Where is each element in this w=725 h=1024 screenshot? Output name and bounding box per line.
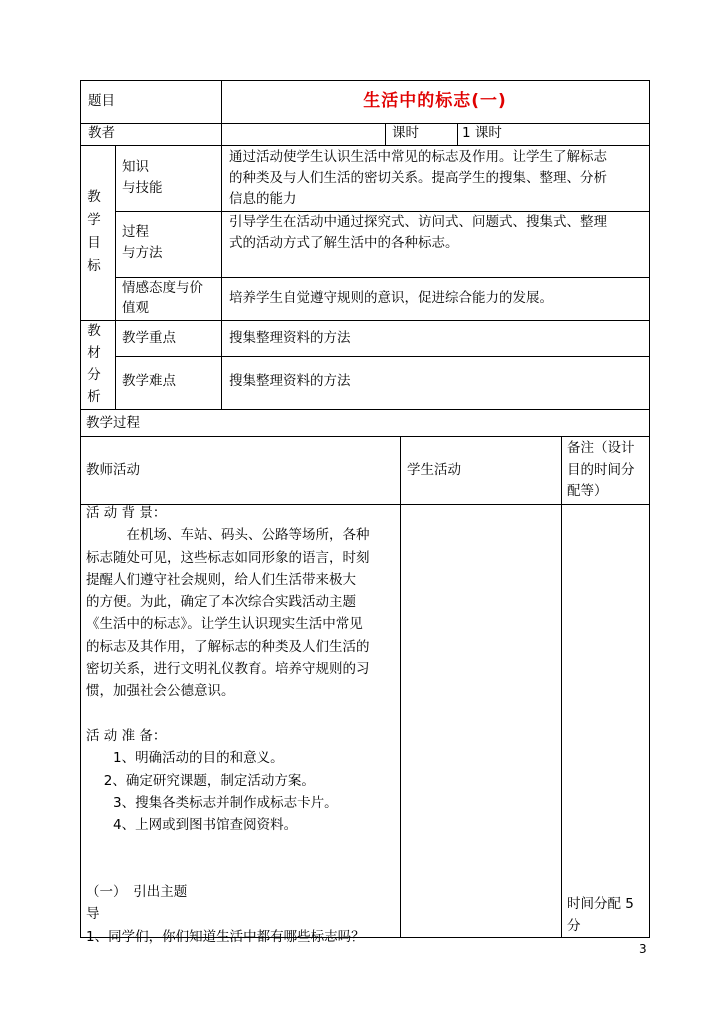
- row-line: [80, 409, 650, 410]
- text-line: 时间分配 5: [567, 896, 634, 912]
- col-line: [561, 436, 562, 938]
- note-header-line: 配等）: [567, 483, 608, 499]
- label-line: 值观: [122, 300, 149, 316]
- analysis-group-char: 分: [87, 367, 101, 383]
- row-line: [80, 320, 650, 321]
- col-line: [385, 123, 386, 145]
- row-line: [115, 356, 650, 357]
- lesson-label: 课时: [392, 125, 419, 141]
- objectives-group-char: 学: [87, 212, 101, 228]
- col-line: [221, 145, 222, 409]
- text-line: 惯，加强社会公德意识。: [86, 683, 235, 700]
- col-line: [115, 145, 116, 409]
- objective-content-process: [229, 212, 607, 254]
- text-line: 2、确定研究课题，制定活动方案。: [86, 772, 315, 789]
- content-line: 通过活动使学生认识生活中常见的标志及作用。让学生了解标志: [229, 149, 607, 165]
- text-line: 标志随处可见，这些标志如同形象的语言，时刻: [86, 549, 370, 566]
- objective-label-process: [122, 222, 163, 264]
- label-line: 与方法: [122, 245, 163, 261]
- text-line: 活 动 准 备：: [86, 727, 167, 744]
- teacher-label: 教者: [88, 125, 115, 141]
- content-line: 培养学生自觉遵守规则的意识，促进综合能力的发展。: [229, 290, 553, 306]
- page-title: 生活中的标志(一): [363, 91, 507, 111]
- col-student-header: 学生活动: [407, 462, 461, 478]
- objective-content-knowledge: [229, 147, 607, 210]
- page-number: 3: [639, 942, 647, 956]
- col-note-header: [567, 438, 635, 503]
- text-line: 的方便。为此，确定了本次综合实践活动主题: [86, 594, 356, 611]
- text-line: 1、明确活动的目的和意义。: [86, 750, 284, 767]
- row-line: [80, 436, 650, 437]
- note-header-line: 目的时间分: [567, 461, 635, 478]
- table-right-border: [649, 80, 650, 938]
- label-line: 知识: [122, 159, 149, 175]
- analysis-group-char: 材: [87, 345, 101, 361]
- analysis-content-focus: 搜集整理资料的方法: [229, 330, 351, 346]
- table-left-border: [80, 80, 81, 938]
- analysis-label-focus: 教学重点: [122, 330, 176, 346]
- text-line: 4、上网或到图书馆查阅资料。: [86, 817, 298, 834]
- text-line: 提醒人们遵守社会规则，给人们生活带来极大: [86, 571, 356, 588]
- content-line: 的种类及与人们生活的密切关系。提高学生的搜集、整理、分析: [229, 170, 607, 186]
- text-line: 《生活中的标志》。让学生认识现实生活中常见: [86, 616, 363, 633]
- objective-label-attitude: [122, 278, 203, 318]
- analysis-group-char: 教: [87, 323, 101, 339]
- teacher-activity-text: [86, 502, 398, 948]
- text-line: 在机场、车站、码头、公路等场所，各种: [86, 527, 370, 544]
- col-teacher-header: 教师活动: [86, 462, 140, 478]
- lesson-value: 1 课时: [462, 125, 502, 141]
- analysis-group-char: 析: [87, 389, 101, 405]
- label-line: 与技能: [122, 180, 163, 196]
- text-line: [86, 703, 398, 725]
- topic-label: 题目: [88, 93, 115, 109]
- col-line: [400, 436, 401, 938]
- content-line: 式的活动方式了解生活中的各种标志。: [229, 235, 459, 251]
- text-line: 密切关系，进行文明礼仪教育。培养守规则的习: [86, 661, 370, 678]
- text-line: 活 动 背 景：: [86, 505, 167, 521]
- text-line: [86, 859, 398, 881]
- note-text: [567, 893, 634, 938]
- objectives-group-char: 目: [87, 235, 101, 251]
- text-line: [86, 836, 398, 858]
- label-line: 过程: [122, 224, 149, 240]
- analysis-label-difficulty: 教学难点: [122, 373, 176, 389]
- table-top-border: [80, 80, 650, 81]
- objectives-group-char: 标: [87, 258, 101, 274]
- col-line: [457, 123, 458, 145]
- row-line: [80, 123, 650, 124]
- text-line: 的标志及其作用，了解标志的种类及人们生活的: [86, 638, 370, 655]
- content-line: 信息的能力: [229, 191, 297, 207]
- text-line: 导: [86, 906, 100, 923]
- row-line: [80, 145, 650, 146]
- label-line: 情感态度与价: [122, 280, 203, 296]
- objective-content-attitude: [229, 288, 553, 308]
- text-line: 3、搜集各类标志并制作成标志卡片。: [86, 794, 338, 811]
- text-line: 分: [567, 918, 581, 935]
- process-label: 教学过程: [86, 415, 140, 431]
- content-line: 引导学生在活动中通过探究式、访问式、问题式、搜集式、整理: [229, 214, 607, 230]
- text-line: 1、同学们，你们知道生活中都有哪些标志吗？: [86, 928, 365, 945]
- objective-label-knowledge: [122, 157, 163, 199]
- objectives-group-char: 教: [87, 189, 101, 205]
- note-header-line: 备注（设计: [567, 440, 635, 456]
- text-line: （一） 引出主题: [86, 884, 188, 901]
- analysis-content-difficulty: 搜集整理资料的方法: [229, 373, 351, 389]
